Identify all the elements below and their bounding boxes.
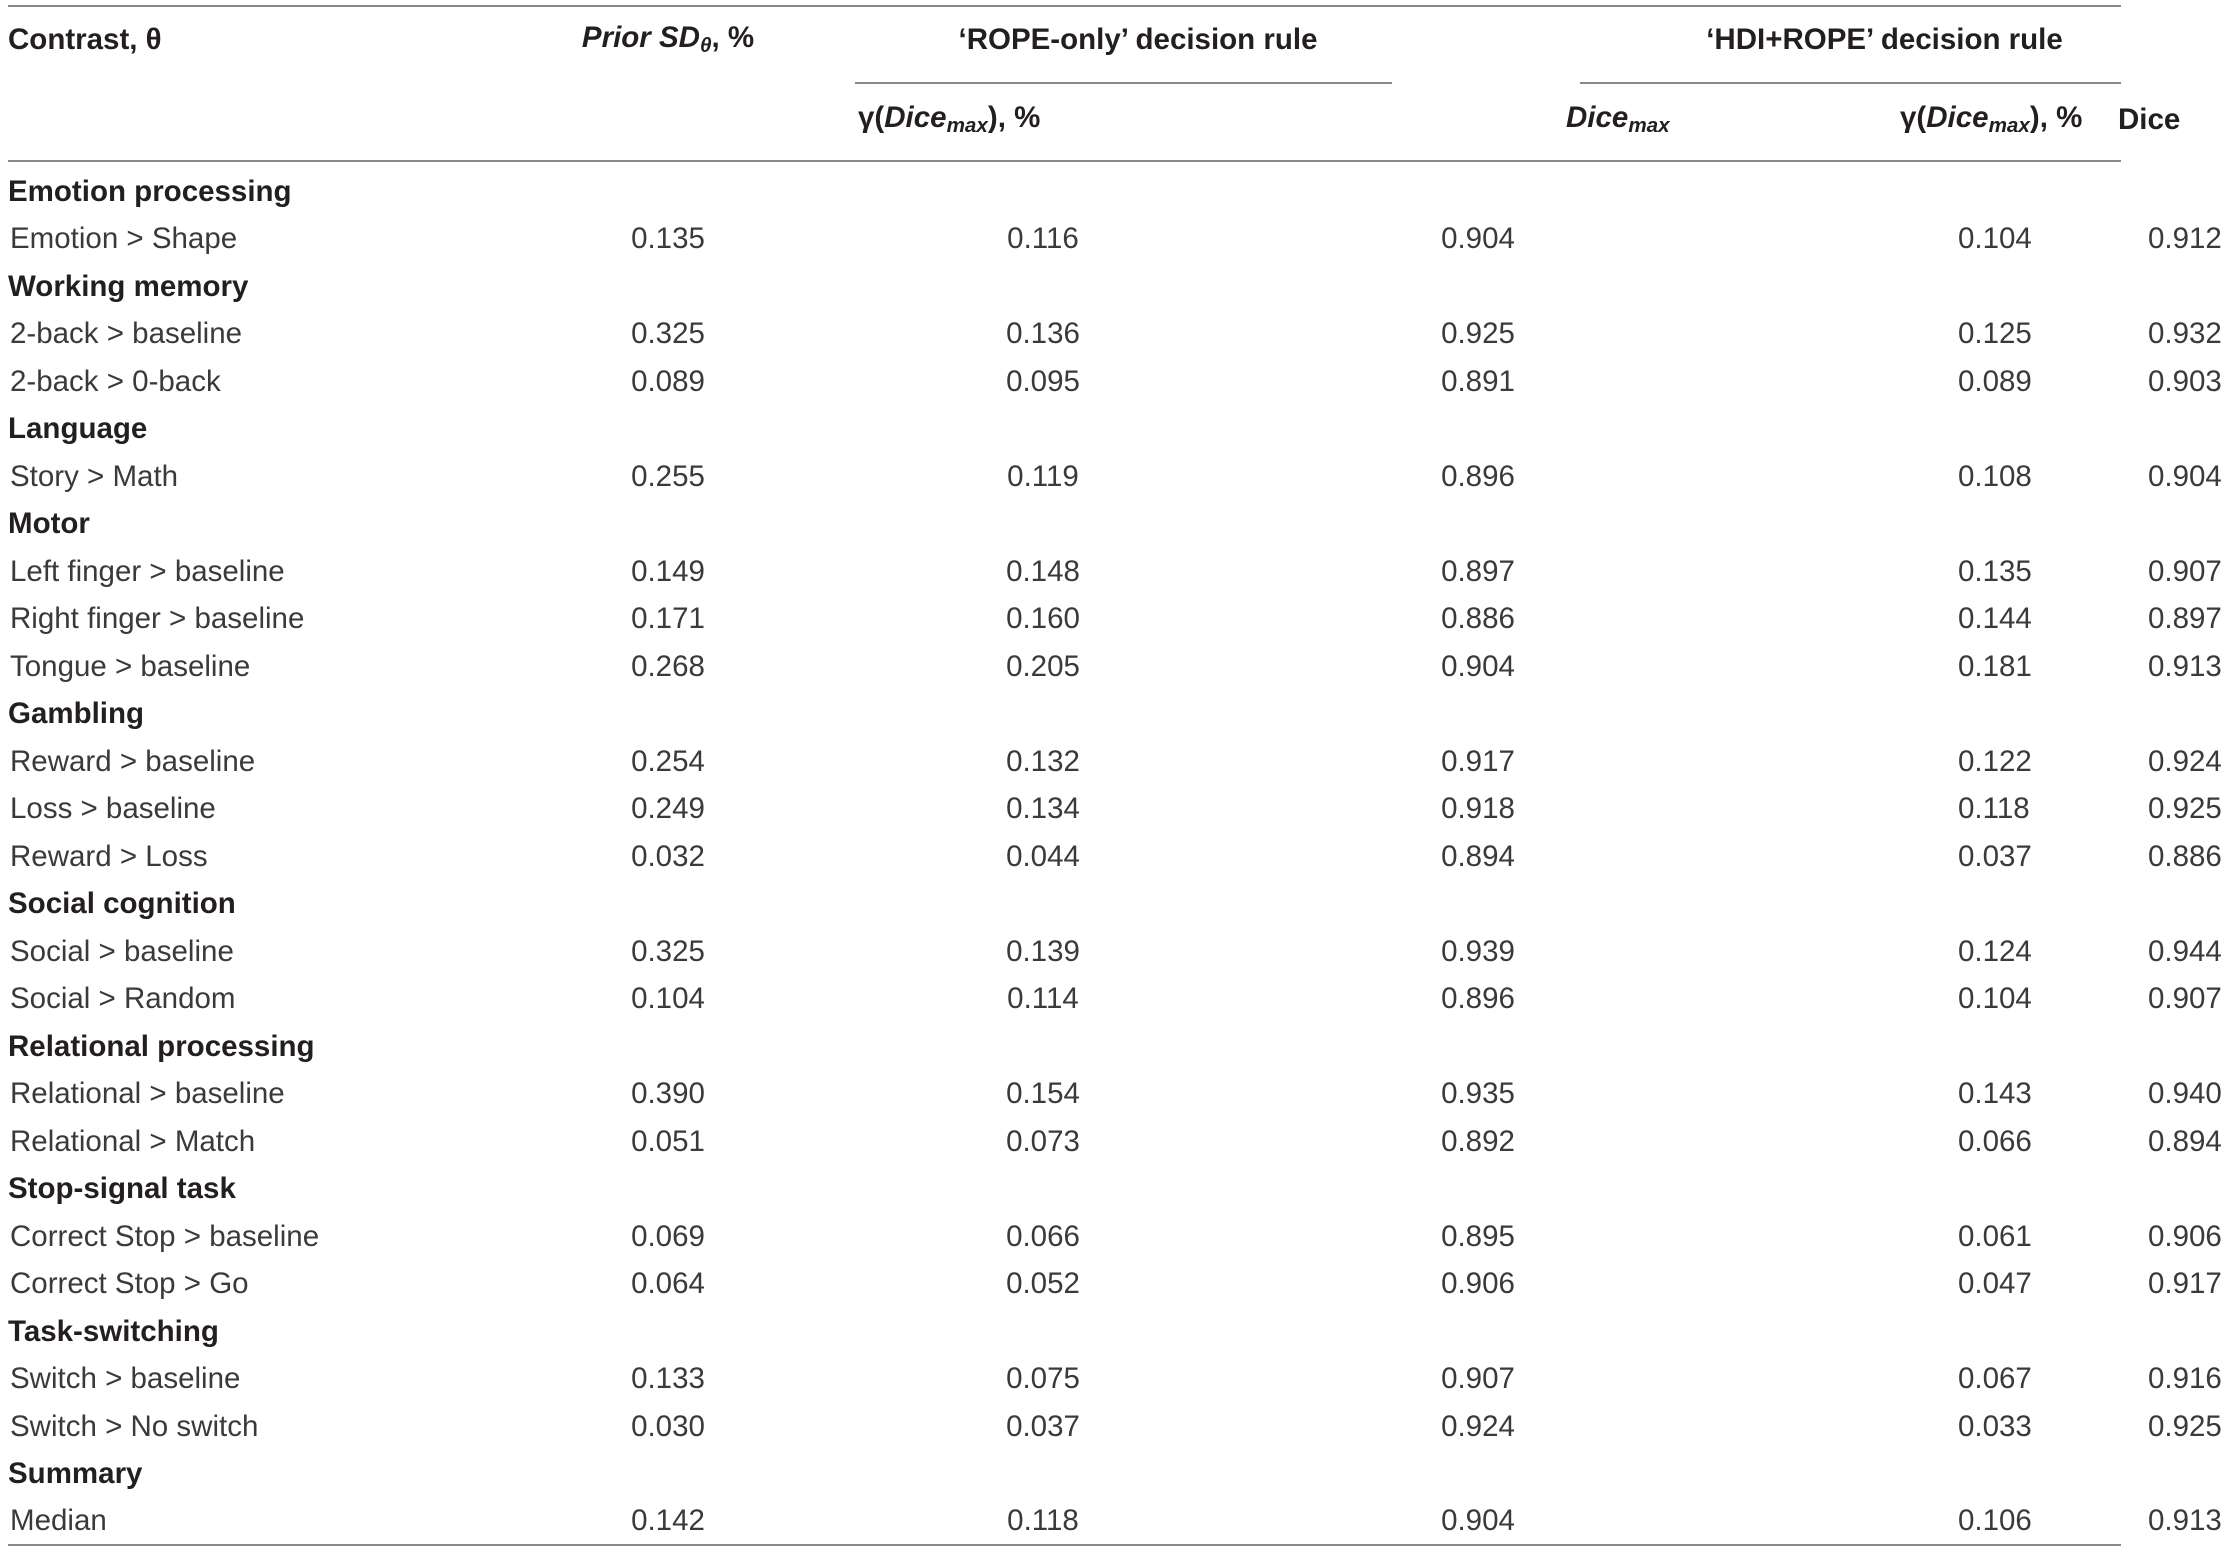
rope-dice-cell: 0.935 — [1441, 1077, 1515, 1111]
hdi-gamma-cell: 0.118 — [1958, 792, 2030, 826]
prior-sd-cell: 0.325 — [631, 934, 705, 968]
hdi-gamma-cell: 0.124 — [1958, 934, 2032, 968]
rope-dice-cell: 0.892 — [1441, 1124, 1515, 1158]
rope-dice-cell: 0.896 — [1441, 459, 1515, 493]
prior-sd-cell: 0.133 — [631, 1362, 705, 1396]
contrast-cell: Social > Random — [10, 982, 236, 1016]
rope-dice-cell: 0.895 — [1441, 1219, 1515, 1253]
hdi-dice-cell: 0.913 — [1878, 1498, 2121, 1545]
hdi-dice-header: Dice — [1878, 80, 2121, 161]
hdi-gamma-cell: 0.037 — [1958, 839, 2032, 873]
group-heading: Gambling — [8, 697, 145, 731]
hdi-gamma-cell: 0.143 — [1958, 1077, 2032, 1111]
prior-sd-subscript: θ — [699, 34, 712, 58]
hdi-dice-cell: 0.886 — [2148, 839, 2222, 873]
hdi-dice-cell: 0.903 — [2148, 364, 2222, 398]
hdi-gamma-cell: 0.122 — [1958, 744, 2032, 778]
contrast-cell: Median — [8, 1498, 478, 1545]
rope-dice-cell: 0.897 — [1441, 554, 1515, 588]
hdi-dice-cell: 0.894 — [2148, 1124, 2222, 1158]
hdi-dice-cell: 0.944 — [2148, 934, 2222, 968]
hdi-gamma-cell: 0.033 — [1958, 1409, 2032, 1443]
table-row — [8, 976, 2121, 1024]
group-row — [8, 1308, 2121, 1356]
rope-dice-cell: 0.904 — [1168, 1498, 1588, 1545]
contrast-cell: Tongue > baseline — [10, 649, 251, 683]
contrast-cell: 2-back > baseline — [10, 317, 243, 351]
prior-sd-cell: 0.030 — [631, 1409, 705, 1443]
prior-sd-label: Prior SD — [581, 21, 700, 55]
rope-dice-cell: 0.886 — [1441, 602, 1515, 636]
hdi-gamma-cell: 0.047 — [1958, 1267, 2032, 1301]
rope-gamma-cell: 0.139 — [1006, 934, 1080, 968]
prior-sd-cell: 0.051 — [631, 1124, 705, 1158]
contrast-cell: Switch > baseline — [10, 1362, 241, 1396]
contrast-header: Contrast, θ — [8, 23, 162, 56]
hdi-dice-cell: 0.916 — [2148, 1362, 2222, 1396]
rope-dicemax-label: Dice — [1566, 101, 1629, 135]
prior-sd-header — [478, 0, 838, 80]
contrast-cell: Right finger > baseline — [10, 602, 305, 636]
rope-gamma-cell: 0.075 — [1006, 1362, 1080, 1396]
hdi-gamma-cell: 0.104 — [1958, 982, 2032, 1016]
contrast-cell: Switch > No switch — [10, 1409, 259, 1443]
hdi-gamma-cell: 0.108 — [1958, 459, 2032, 493]
group-row — [8, 263, 2121, 311]
contrast-cell: 2-back > 0-back — [10, 364, 221, 398]
table-row — [8, 1118, 2121, 1166]
rope-dice-cell: 0.918 — [1441, 792, 1515, 826]
rope-dice-cell: 0.896 — [1441, 982, 1515, 1016]
prior-sd-cell: 0.032 — [631, 839, 705, 873]
rope-gamma-cell: 0.205 — [1006, 649, 1080, 683]
prior-sd-suffix: , % — [711, 21, 755, 55]
prior-sd-cell: 0.171 — [631, 602, 705, 636]
prior-sd-cell: 0.104 — [631, 982, 705, 1016]
group-heading: Task-switching — [8, 1314, 219, 1348]
group-heading: Summary — [8, 1457, 143, 1491]
rope-gamma-cell: 0.037 — [1006, 1409, 1080, 1443]
rope-dice-cell: 0.894 — [1441, 839, 1515, 873]
rope-gamma-prefix: γ( — [858, 101, 885, 135]
rope-dicemax-header — [1168, 80, 1670, 161]
table-body — [8, 161, 2222, 1545]
group-row — [8, 501, 2121, 549]
rope-dice-cell: 0.939 — [1441, 934, 1515, 968]
rope-gamma-suffix: ), % — [987, 101, 1041, 135]
hdi-gamma-cell: 0.089 — [1958, 364, 2032, 398]
group-heading: Language — [8, 412, 148, 446]
group-heading: Working memory — [8, 269, 249, 303]
table-row — [8, 928, 2121, 976]
prior-sd-cell: 0.325 — [631, 317, 705, 351]
prior-sd-cell: 0.142 — [478, 1498, 838, 1545]
rope-gamma-cell: 0.073 — [1006, 1124, 1080, 1158]
hdi-dice-cell: 0.925 — [2148, 792, 2222, 826]
contrast-cell: Social > baseline — [10, 934, 234, 968]
hdi-gamma-cell: 0.067 — [1958, 1362, 2032, 1396]
group-row — [8, 168, 2121, 216]
contrast-cell: Relational > Match — [10, 1124, 256, 1158]
rope-dice-cell: 0.906 — [1441, 1267, 1515, 1301]
rope-gamma-cell: 0.116 — [1007, 222, 1079, 256]
hdi-dice-cell: 0.913 — [2148, 649, 2222, 683]
group-heading: Stop-signal task — [8, 1172, 236, 1206]
rope-gamma-cell: 0.134 — [1006, 792, 1080, 826]
hdi-gamma-suffix: ), % — [2029, 101, 2083, 135]
hdi-dice-cell: 0.925 — [2148, 1409, 2222, 1443]
prior-sd-cell: 0.149 — [631, 554, 705, 588]
group-row — [8, 691, 2121, 739]
table-row — [8, 596, 2121, 644]
prior-sd-cell: 0.135 — [631, 222, 705, 256]
hdi-dice-cell: 0.907 — [2148, 554, 2222, 588]
header-row-1 — [8, 0, 2121, 80]
prior-sd-cell: 0.069 — [631, 1219, 705, 1253]
hdi-gamma-cell: 0.061 — [1958, 1219, 2032, 1253]
prior-sd-cell: 0.249 — [631, 792, 705, 826]
table-row — [8, 833, 2121, 881]
hdi-gamma-cell: 0.104 — [1958, 222, 2032, 256]
table-row — [8, 358, 2121, 406]
table-row — [8, 1403, 2121, 1451]
hdi-dice-cell: 0.924 — [2148, 744, 2222, 778]
contrast-cell: Correct Stop > Go — [10, 1267, 249, 1301]
prior-sd-cell: 0.268 — [631, 649, 705, 683]
rope-dice-cell: 0.907 — [1441, 1362, 1515, 1396]
prior-sd-cell: 0.390 — [631, 1077, 705, 1111]
rope-gamma-cell: 0.044 — [1006, 839, 1080, 873]
contrast-cell: Reward > baseline — [10, 744, 256, 778]
hdi-dice-cell: 0.906 — [2148, 1219, 2222, 1253]
rope-gamma-cell: 0.154 — [1006, 1077, 1080, 1111]
contrast-cell: Relational > baseline — [10, 1077, 285, 1111]
prior-sd-cell: 0.064 — [631, 1267, 705, 1301]
hdi-gamma-sub: max — [1988, 114, 2030, 138]
table-row — [8, 1213, 2121, 1261]
contrast-cell: Emotion > Shape — [10, 222, 238, 256]
prior-sd-cell: 0.255 — [631, 459, 705, 493]
hdi-dice-cell: 0.917 — [2148, 1267, 2222, 1301]
group-row — [8, 1023, 2121, 1071]
hdi-gamma-cell: 0.125 — [1958, 317, 2032, 351]
rope-gamma-cell: 0.118 — [838, 1498, 1168, 1545]
rope-gamma-cell: 0.114 — [1007, 982, 1079, 1016]
hdi-dice-cell: 0.904 — [2148, 459, 2222, 493]
hdi-dice-cell: 0.940 — [2148, 1077, 2222, 1111]
table-row — [8, 1261, 2121, 1309]
rope-dice-cell: 0.917 — [1441, 744, 1515, 778]
hdi-gamma-dice: Dice — [1926, 101, 1989, 135]
table-row — [8, 643, 2121, 691]
prior-sd-cell: 0.254 — [631, 744, 705, 778]
group-heading: Social cognition — [8, 887, 236, 921]
rope-gamma-cell: 0.136 — [1006, 317, 1080, 351]
rope-gamma-cell: 0.160 — [1006, 602, 1080, 636]
group-row — [8, 1166, 2121, 1214]
table-row — [8, 548, 2121, 596]
group-heading: Motor — [8, 507, 90, 541]
contrast-cell: Reward > Loss — [10, 839, 208, 873]
prior-sd-cell: 0.089 — [631, 364, 705, 398]
hdi-gamma-cell: 0.106 — [1588, 1498, 1878, 1545]
hdi-dice-cell: 0.907 — [2148, 982, 2222, 1016]
group-row — [8, 881, 2121, 929]
hdi-dice-cell: 0.932 — [2148, 317, 2222, 351]
rope-gamma-header — [838, 80, 1168, 161]
group-row — [8, 1451, 2121, 1499]
group-row — [8, 406, 2121, 454]
group-heading: Relational processing — [8, 1029, 315, 1063]
rope-dicemax-sub: max — [1628, 114, 1670, 138]
rope-gamma-cell: 0.132 — [1006, 744, 1080, 778]
rope-gamma-cell: 0.052 — [1006, 1267, 1080, 1301]
group-heading: Emotion processing — [8, 174, 292, 208]
rope-dice-cell: 0.904 — [1441, 649, 1515, 683]
contrast-cell: Correct Stop > baseline — [10, 1219, 320, 1253]
hdi-gamma-cell: 0.181 — [1958, 649, 2032, 683]
rope-gamma-sub: max — [946, 114, 988, 138]
table-row — [8, 311, 2121, 359]
results-table — [8, 0, 2222, 1546]
rope-gamma-cell: 0.119 — [1007, 459, 1079, 493]
hdi-dice-cell: 0.897 — [2148, 602, 2222, 636]
hdi-gamma-cell: 0.066 — [1958, 1124, 2032, 1158]
table-row — [8, 738, 2121, 786]
hdi-gamma-prefix: γ( — [1900, 101, 1927, 135]
contrast-cell: Story > Math — [10, 459, 179, 493]
rope-gamma-cell: 0.095 — [1006, 364, 1080, 398]
hdi-gamma-cell: 0.135 — [1958, 554, 2032, 588]
rope-gamma-cell: 0.066 — [1006, 1219, 1080, 1253]
hdi-dice-cell: 0.912 — [2148, 222, 2222, 256]
rope-group-header: ‘ROPE-only’ decision rule — [958, 23, 1318, 56]
table-row — [8, 216, 2121, 264]
hdi-group-header: ‘HDI+ROPE’ decision rule — [1706, 23, 2063, 56]
table-row — [8, 1498, 2121, 1545]
table-row — [8, 786, 2121, 834]
rope-dice-cell: 0.925 — [1441, 317, 1515, 351]
rope-gamma-cell: 0.148 — [1006, 554, 1080, 588]
contrast-cell: Loss > baseline — [10, 792, 216, 826]
hdi-gamma-cell: 0.144 — [1958, 602, 2032, 636]
rope-gamma-dice: Dice — [884, 101, 947, 135]
rope-dice-cell: 0.891 — [1441, 364, 1515, 398]
rope-dice-cell: 0.924 — [1441, 1409, 1515, 1443]
header-row-2 — [8, 80, 2121, 161]
table-row — [8, 1071, 2121, 1119]
table-row — [8, 453, 2121, 501]
table-row — [8, 1356, 2121, 1404]
rope-dice-cell: 0.904 — [1441, 222, 1515, 256]
contrast-cell: Left finger > baseline — [10, 554, 285, 588]
